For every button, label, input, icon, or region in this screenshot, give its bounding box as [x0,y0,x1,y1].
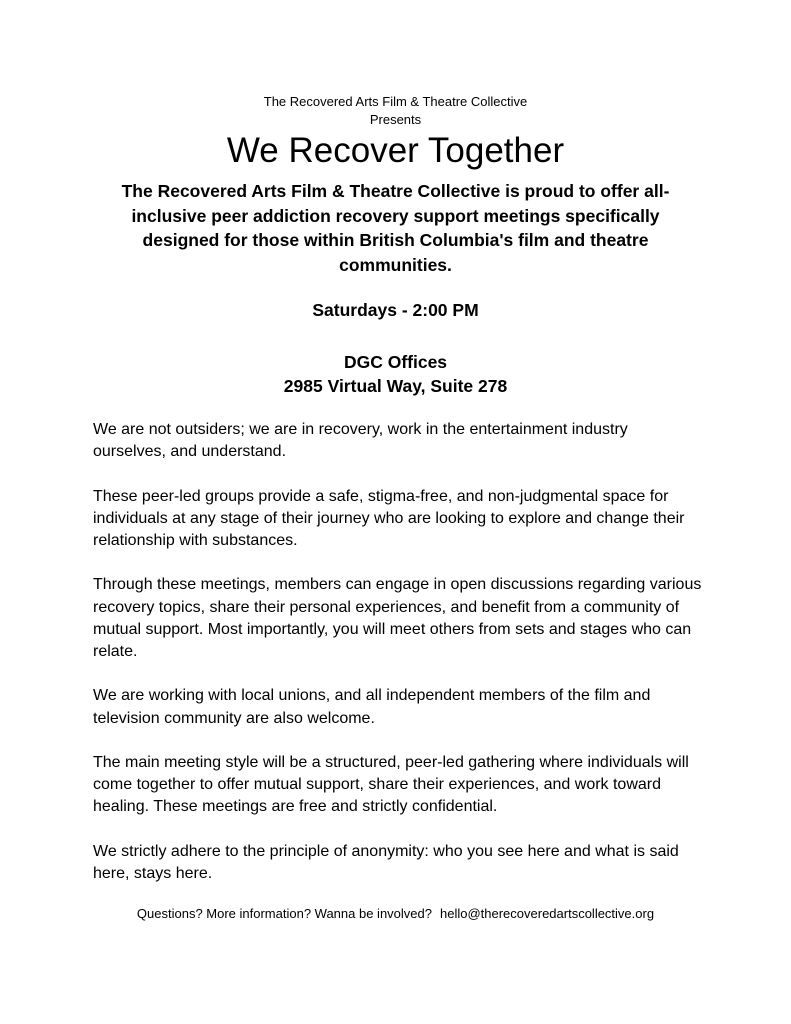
page-title: We Recover Together [226,131,565,170]
body-text [93,419,703,907]
paragraph-peer-led-groups: These peer-led groups provide a safe, stigma-free, and non-judgmental space for individuals at any stage of their journey who are looking to explore and change their relationship with substances. [93,487,685,549]
paragraph-anonymity: We strictly adhere to the principle of anonymity: who you see here and what is said here, stays here. [93,842,679,882]
footer-questions: Questions? More information? Wanna be involved? [136,906,432,921]
meeting-schedule: Saturdays - 2:00 PM [312,300,479,320]
contact-email[interactable]: hello@therecoveredartscollective.org [439,906,655,921]
paragraph-meetings: Through these meetings, members can engage in open discussions regarding various recovery topics, share their personal experiences, and benefit from a community of mutual support. Most importantly, you will meet others from sets and stages who can relate. [93,576,702,660]
presenter-block [0,93,791,129]
paragraph-unions: We are working with local unions, and all independent members of the film and television community are also welcome. [93,687,651,727]
presents-label: Presents [369,112,422,127]
intro-paragraph: The Recovered Arts Film & Theatre Collective is proud to offer all-inclusive peer addiction recovery support meetings specifically designed for those within British Columbia's film and theatre communities. [121,181,670,275]
footer-contact [0,905,791,923]
location-name: DGC Offices [343,352,448,372]
presenter-name: The Recovered Arts Film & Theatre Collective [263,94,528,109]
paragraph-outsiders: We are not outsiders; we are in recovery, work in the entertainment industry ourselves, and understand. [93,421,628,461]
paragraph-meeting-style: The main meeting style will be a structured, peer-led gathering where individuals will come together to offer mutual support, share their experiences, and work toward healing. These meetings are free and strictly confidential. [93,753,689,816]
meeting-location [0,350,791,398]
location-address: 2985 Virtual Way, Suite 278 [283,376,508,396]
